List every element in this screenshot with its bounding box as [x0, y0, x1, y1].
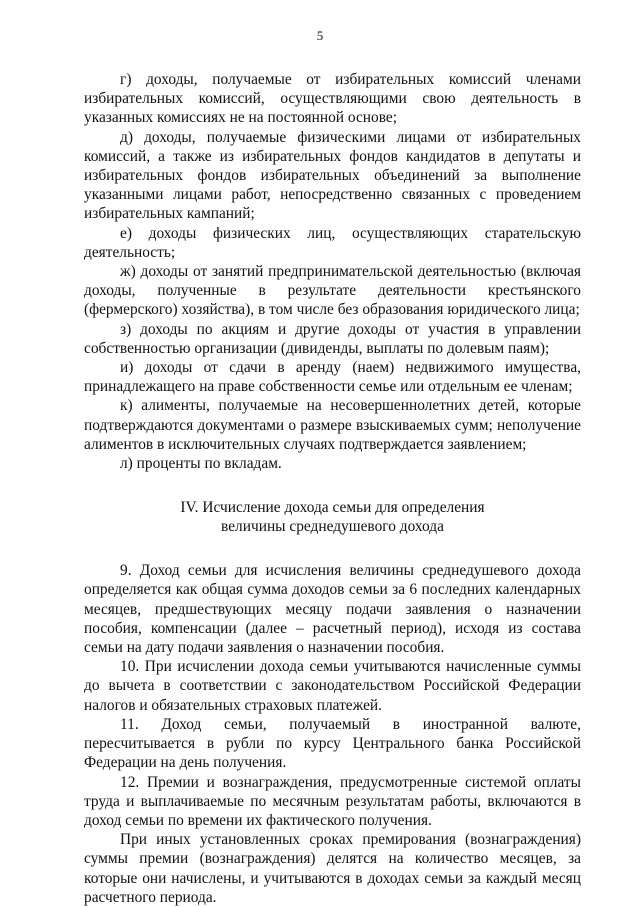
paragraph-clause-10: 10. При исчислении дохода семьи учитываются начисленные суммы до вычета в соответствии с законодательством Российской Федерации налогов и обязательных страховых платежей.: [84, 658, 581, 714]
paragraph-item-zh: ж) доходы от занятий предпринимательской деятельностью (включая доходы, полученные в результате деятельности крестьянского (фермерского) хозяйства), в том числе без образования юридического лица;: [84, 263, 581, 319]
section-heading-line-2: величины среднедушевого дохода: [221, 518, 444, 536]
paragraph-clause-9: 9. Доход семьи для исчисления величины среднедушевого дохода определяется как общая сумма доходов семьи за 6 последних календарных месяцев, предшествующих месяцу подачи заявления о назначении пособия, компенсации (далее – расчетный период), исходя из состава семьи на дату подачи заявления о назначении пособия.: [84, 562, 581, 657]
paragraph-item-i: и) доходы от сдачи в аренду (наем) недвижимого имущества, принадлежащего на праве собственности семье или отдельным ее членам;: [84, 359, 581, 396]
paragraph-item-e: е) доходы физических лиц, осуществляющих старательскую деятельность;: [84, 224, 581, 261]
paragraph-item-g: г) доходы, получаемые от избирательных комиссий членами избирательных комиссий, осуществляющими свою деятельность в указанных комиссиях не на постоянной основе;: [84, 71, 581, 127]
paragraph-clause-12-continued: При иных установленных сроках премирования (вознаграждения) суммы премии (вознаграждения) делятся на количество месяцев, за которые они начислены, и учитываются в доходах семьи за каждый месяц расчетного периода.: [84, 831, 581, 906]
section-heading: [84, 498, 581, 536]
paragraph-clause-11: 11. Доход семьи, получаемый в иностранной валюте, пересчитывается в рубли по курсу Центрального банка Российской Федерации на день получения.: [84, 715, 581, 772]
paragraph-item-d: д) доходы, получаемые физическими лицами от избирательных комиссий, а также из избирательных фондов кандидатов в депутаты и избирательных фондов избирательных объединений за выполнение указанными лицами работ, непосредственно связанных с проведением избирательных кампаний;: [84, 128, 581, 223]
paragraph-item-z: з) доходы по акциям и другие доходы от участия в управлении собственностью организации (дивиденды, выплаты по долевым паям);: [84, 320, 581, 357]
page-number: 5: [316, 28, 324, 43]
paragraph-item-l: л) проценты по вкладам.: [120, 455, 282, 473]
paragraph-item-k: к) алименты, получаемые на несовершеннолетних детей, которые подтверждаются документами о размере взыскиваемых сумм; неполучение алиментов в исключительных случаях подтверждается заявлением;: [84, 397, 581, 453]
document-body: [84, 70, 581, 907]
paragraph-clause-12: 12. Премии и вознаграждения, предусмотренные системой оплаты труда и выплачиваемые по месячным результатам работы, включаются в доход семьи по времени их фактического получения.: [84, 773, 581, 829]
section-heading-line-1: IV. Исчисление дохода семьи для определения: [180, 499, 485, 517]
